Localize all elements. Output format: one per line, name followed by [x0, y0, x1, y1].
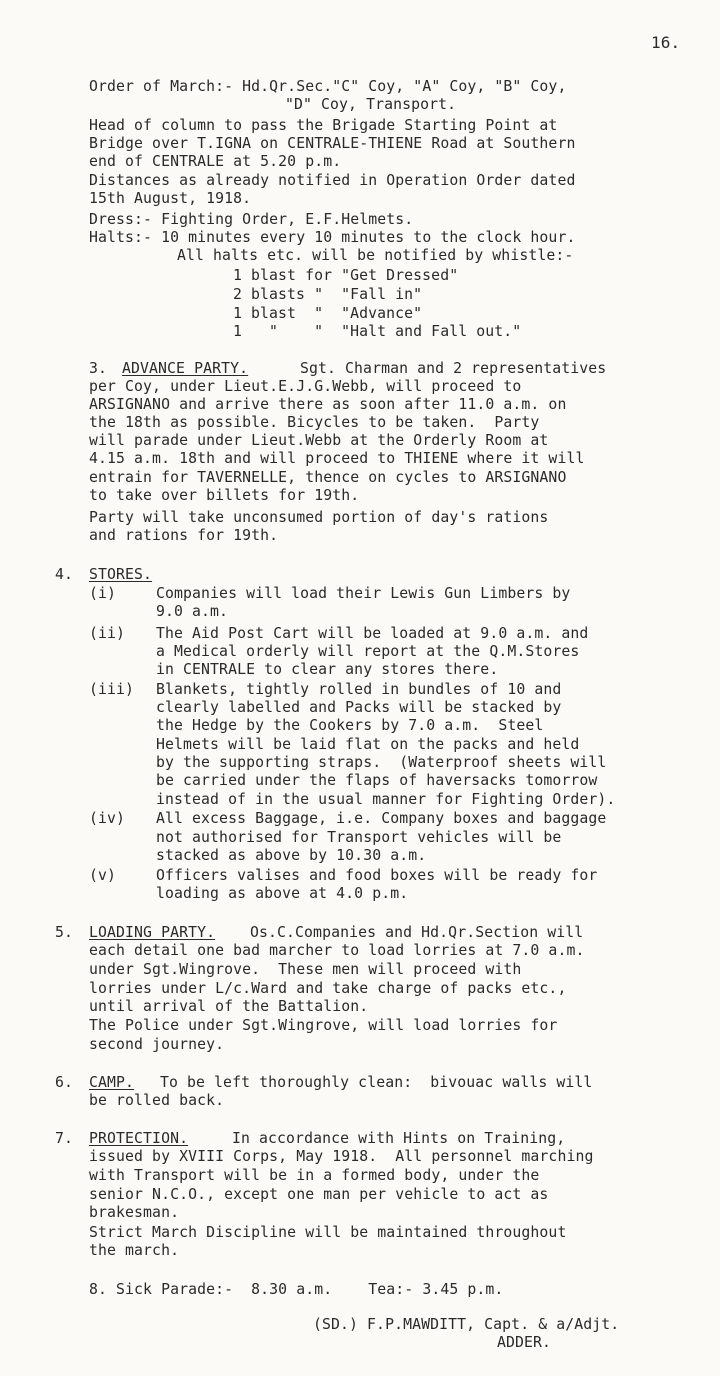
stores-item-3-line-2: clearly labelled and Packs will be stacked by [156, 699, 562, 716]
head-of-column-line-1: Head of column to pass the Brigade Starting Point at [89, 117, 558, 134]
whistle-signal-1: 1 blast for "Get Dressed" [233, 267, 459, 284]
signature-unit: ADDER. [497, 1334, 552, 1351]
order-of-march-line-2: "D" Coy, Transport. [285, 96, 457, 113]
loading-party-line-1: Os.C.Companies and Hd.Qr.Section will [250, 924, 584, 941]
halts-line-2: All halts etc. will be notified by whistle:- [177, 247, 574, 264]
stores-item-4-line-1: All excess Baggage, i.e. Company boxes and baggage [156, 810, 607, 827]
loading-party-heading: LOADING PARTY. [89, 924, 216, 941]
stores-item-5-number: (v) [89, 867, 117, 884]
loading-party-number: 5. [55, 924, 74, 941]
protection-line-5: brakesman. [89, 1204, 180, 1221]
camp-line-1: To be left thoroughly clean: bivouac walls will [160, 1074, 593, 1091]
advance-party-line-8: to take over billets for 19th. [89, 487, 360, 504]
stores-item-2-line-2: a Medical orderly will report at the Q.M.Stores [156, 643, 580, 660]
loading-party-line-4: lorries under L/c.Ward and take charge of packs etc., [89, 980, 567, 997]
protection-line-3: with Transport will be in a formed body, under the [89, 1167, 540, 1184]
order-of-march-line-1: Order of March:- Hd.Qr.Sec."C" Coy, "A" Coy, "B" Coy, [89, 78, 567, 95]
loading-party-line-6: The Police under Sgt.Wingrove, will load lorries for [89, 1017, 558, 1034]
loading-party-line-3: under Sgt.Wingrove. These men will proceed with [89, 961, 522, 978]
distances-line-1: Distances as already notified in Operation Order dated [89, 172, 576, 189]
protection-line-6: Strict March Discipline will be maintained throughout [89, 1224, 567, 1241]
sick-parade-line: 8. Sick Parade:- 8.30 a.m. Tea:- 3.45 p.m. [89, 1281, 504, 1298]
advance-party-line-6: 4.15 a.m. 18th and will proceed to THIENE where it will [89, 450, 585, 467]
stores-heading: STORES. [89, 566, 153, 583]
stores-item-5-line-1: Officers valises and food boxes will be ready for [156, 867, 598, 884]
stores-item-2-line-1: The Aid Post Cart will be loaded at 9.0 a.m. and [156, 625, 589, 642]
protection-number: 7. [55, 1130, 74, 1147]
stores-item-3-line-5: by the supporting straps. (Waterproof sheets will [156, 754, 607, 771]
stores-item-3-line-7: instead of in the usual manner for Fighting Order). [156, 791, 616, 808]
head-of-column-line-2: Bridge over T.IGNA on CENTRALE-THIENE Road at Southern [89, 135, 576, 152]
loading-party-line-7: second journey. [89, 1036, 225, 1053]
page-number: 16. [651, 33, 681, 52]
protection-heading: PROTECTION. [89, 1130, 189, 1147]
camp-line-2: be rolled back. [89, 1092, 225, 1109]
advance-party-line-7: entrain for TAVERNELLE, thence on cycles to ARSIGNANO [89, 469, 567, 486]
halts-line-1: Halts:- 10 minutes every 10 minutes to the clock hour. [89, 229, 576, 246]
camp-heading: CAMP. [89, 1074, 135, 1091]
advance-party-line-4: the 18th as possible. Bicycles to be taken. Party [89, 414, 540, 431]
advance-party-heading: ADVANCE PARTY. [122, 360, 249, 377]
dress-line: Dress:- Fighting Order, E.F.Helmets. [89, 211, 414, 228]
advance-party-line-2: per Coy, under Lieut.E.J.G.Webb, will proceed to [89, 378, 522, 395]
advance-party-line-9: Party will take unconsumed portion of day's rations [89, 509, 549, 526]
advance-party-line-1: Sgt. Charman and 2 representatives [300, 360, 607, 377]
stores-item-4-line-3: stacked as above by 10.30 a.m. [156, 847, 427, 864]
protection-line-2: issued by XVIII Corps, May 1918. All personnel marching [89, 1148, 594, 1165]
protection-line-4: senior N.C.O., except one man per vehicle to act as [89, 1186, 549, 1203]
whistle-signal-3: 1 blast " "Advance" [233, 305, 423, 322]
stores-item-4-number: (iv) [89, 810, 126, 827]
stores-item-3-line-4: Helmets will be laid flat on the packs and held [156, 736, 580, 753]
stores-item-1-line-2: 9.0 a.m. [156, 603, 229, 620]
stores-item-2-line-3: in CENTRALE to clear any stores there. [156, 661, 499, 678]
loading-party-line-5: until arrival of the Battalion. [89, 998, 369, 1015]
stores-number: 4. [55, 566, 74, 583]
stores-item-3-number: (iii) [89, 681, 135, 698]
stores-item-3-line-6: be carried under the flaps of haversacks tomorrow [156, 772, 598, 789]
protection-line-7: the march. [89, 1242, 180, 1259]
stores-item-3-line-1: Blankets, tightly rolled in bundles of 10 and [156, 681, 562, 698]
head-of-column-line-3: end of CENTRALE at 5.20 p.m. [89, 153, 342, 170]
stores-item-5-line-2: loading as above at 4.0 p.m. [156, 885, 409, 902]
advance-party-line-10: and rations for 19th. [89, 527, 279, 544]
stores-item-2-number: (ii) [89, 625, 126, 642]
loading-party-line-2: each detail one bad marcher to load lorries at 7.0 a.m. [89, 942, 585, 959]
advance-party-line-3: ARSIGNANO and arrive there as soon after 11.0 a.m. on [89, 396, 567, 413]
camp-number: 6. [55, 1074, 74, 1091]
advance-party-number: 3. [89, 360, 108, 377]
protection-line-1: In accordance with Hints on Training, [232, 1130, 566, 1147]
distances-line-2: 15th August, 1918. [89, 190, 252, 207]
stores-item-3-line-3: the Hedge by the Cookers by 7.0 a.m. Steel [156, 717, 544, 734]
stores-item-1-line-1: Companies will load their Lewis Gun Limbers by [156, 585, 571, 602]
whistle-signal-4: 1 " " "Halt and Fall out." [233, 323, 522, 340]
advance-party-line-5: will parade under Lieut.Webb at the Orderly Room at [89, 432, 549, 449]
stores-item-4-line-2: not authorised for Transport vehicles will be [156, 829, 562, 846]
whistle-signal-2: 2 blasts " "Fall in" [233, 286, 423, 303]
stores-item-1-number: (i) [89, 585, 117, 602]
signature-line: (SD.) F.P.MAWDITT, Capt. & a/Adjt. [313, 1316, 620, 1333]
